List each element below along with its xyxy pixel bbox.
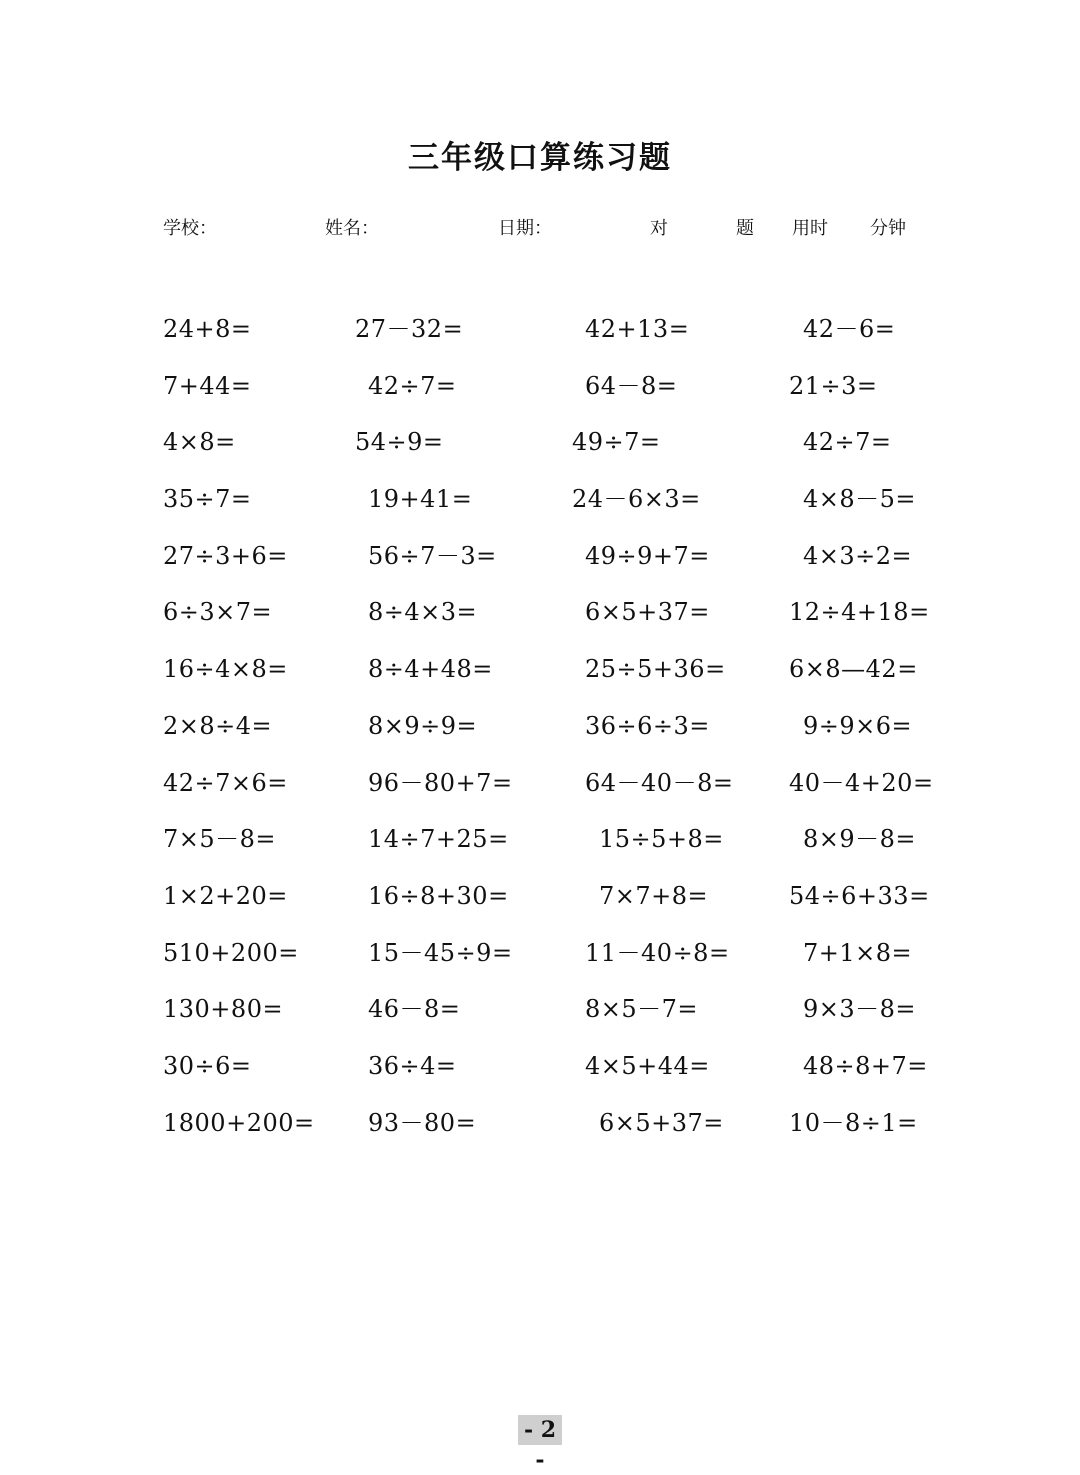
problem: 21÷3= — [789, 371, 878, 400]
problem: 49÷7= — [572, 428, 661, 457]
problem: 16÷8+30= — [368, 881, 509, 910]
problem-row — [0, 702, 1080, 759]
problem: 8÷4×3= — [368, 598, 478, 627]
problem: 64－8= — [585, 371, 678, 400]
problem: 96－80+7= — [368, 768, 513, 797]
problem-row — [0, 305, 1080, 362]
problem: 46－8= — [368, 995, 461, 1024]
problem-row — [0, 985, 1080, 1042]
questions-label: 题 — [736, 218, 754, 239]
problem-grid — [0, 305, 1080, 1155]
problem: 11－40÷8= — [585, 938, 730, 967]
problem: 8÷4+48= — [368, 655, 493, 684]
problem: 35÷7= — [163, 485, 252, 514]
problem: 130+80= — [163, 995, 284, 1024]
problem: 54÷9= — [355, 428, 444, 457]
problem: 42÷7= — [803, 428, 892, 457]
problem-row — [0, 1099, 1080, 1156]
problem: 4×8= — [163, 428, 236, 457]
problem: 6×5+37= — [585, 598, 710, 627]
problem: 6÷3×7= — [163, 598, 273, 627]
problem-row — [0, 588, 1080, 645]
problem: 27－32= — [355, 315, 464, 343]
problem: 1800+200= — [163, 1108, 315, 1137]
problem: 10－8÷1= — [789, 1108, 918, 1137]
problem: 7+44= — [163, 371, 252, 400]
problem: 54÷6+33= — [789, 881, 930, 910]
problem: 25÷5+36= — [585, 655, 726, 684]
correct-label: 对 — [650, 218, 668, 239]
problem-row — [0, 872, 1080, 929]
problem-row — [0, 362, 1080, 419]
problem: 4×5+44= — [585, 1051, 710, 1080]
problem-row — [0, 759, 1080, 816]
problem: 1×2+20= — [163, 881, 288, 910]
problem: 9×3－8= — [803, 995, 917, 1024]
problem: 6×5+37= — [599, 1108, 724, 1137]
problem: 42÷7= — [368, 371, 457, 400]
problem: 48÷8+7= — [803, 1051, 928, 1080]
page-title: 三年级口算练习题 — [408, 140, 672, 176]
problem-row — [0, 532, 1080, 589]
problem: 12÷4+18= — [789, 598, 930, 627]
problem: 15÷5+8= — [599, 825, 724, 854]
time-used-label: 用时 — [792, 218, 828, 239]
problem: 8×5－7= — [585, 995, 699, 1024]
problem: 6×8—42= — [789, 655, 918, 684]
problem: 16÷4×8= — [163, 655, 288, 684]
problem: 42－6= — [803, 315, 896, 343]
page-number: - 2 - — [518, 1415, 562, 1445]
problem: 36÷4= — [368, 1051, 457, 1080]
problem: 8×9÷9= — [368, 711, 478, 740]
problem: 24－6×3= — [572, 485, 701, 514]
problem-row — [0, 475, 1080, 532]
problem: 8×9－8= — [803, 825, 917, 854]
problem: 42÷7×6= — [163, 768, 288, 797]
problem: 40－4+20= — [789, 768, 934, 797]
problem: 64－40－8= — [585, 768, 734, 797]
problem-row — [0, 418, 1080, 475]
problem-row — [0, 1042, 1080, 1099]
problem: 510+200= — [163, 938, 299, 967]
problem: 19+41= — [368, 485, 473, 514]
problem: 30÷6= — [163, 1051, 252, 1080]
problem: 56÷7－3= — [368, 541, 497, 570]
date-label: 日期： — [498, 218, 552, 239]
problem: 15－45÷9= — [368, 938, 513, 967]
problem: 36÷6÷3= — [585, 711, 710, 740]
problem: 7×7+8= — [599, 881, 709, 910]
problem: 9÷9×6= — [803, 711, 913, 740]
problem: 14÷7+25= — [368, 825, 509, 854]
school-label: 学校： — [163, 218, 217, 239]
problem: 4×3÷2= — [803, 541, 913, 570]
problem-row — [0, 815, 1080, 872]
problem: 42+13= — [585, 315, 690, 343]
problem: 49÷9+7= — [585, 541, 710, 570]
problem-row — [0, 645, 1080, 702]
problem: 4×8－5= — [803, 485, 917, 514]
minutes-label: 分钟 — [870, 218, 906, 239]
problem: 7×5－8= — [163, 825, 277, 854]
problem: 2×8÷4= — [163, 711, 273, 740]
problem-row — [0, 929, 1080, 986]
problem: 93－80= — [368, 1108, 477, 1137]
problem: 27÷3+6= — [163, 541, 288, 570]
problem: 7+1×8= — [803, 938, 913, 967]
problem: 24+8= — [163, 315, 252, 343]
name-label: 姓名： — [325, 218, 379, 239]
